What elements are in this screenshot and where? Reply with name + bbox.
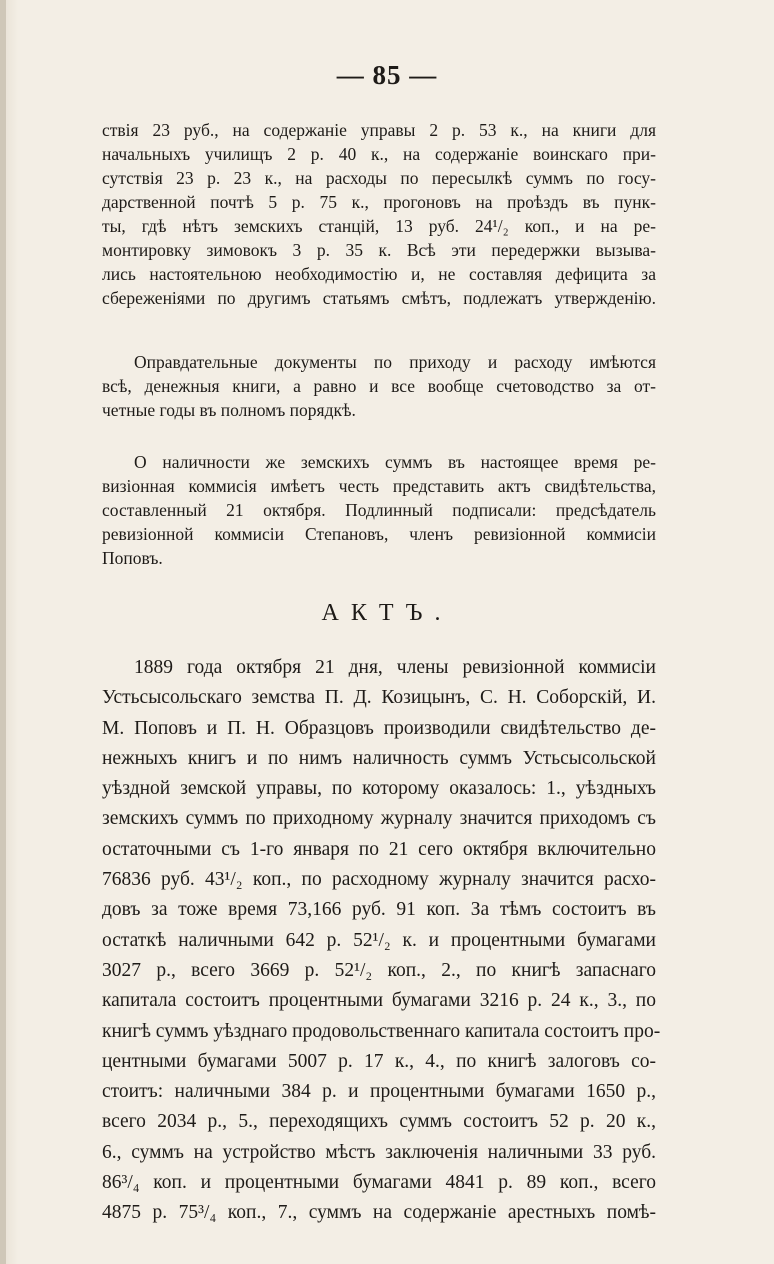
text-line: Оправдательные документы по приходу и расходу имѣются [134,352,656,372]
page-gutter [0,0,6,1264]
text-line: визіонная коммисія имѣетъ честь представить актъ свидѣтельства, [102,476,656,496]
text-line: 1889 года октября 21 дня, члены ревизіонной коммисіи [134,657,656,678]
text-line: четные годы въ полномъ порядкѣ. [102,400,356,420]
text-line: ревизіонной коммисіи Степановъ, членъ ревизіонной коммисіи [102,524,656,544]
text-line: довъ за тоже время 73,166 руб. 91 коп. За тѣмъ состоитъ въ [102,899,656,921]
text-line: М. Поповъ и П. Н. Образцовъ производили свидѣтельство де- [102,717,656,739]
text-line: всѣ, денежныя книги, а равно и все вообще счетоводство за от- [102,376,656,396]
text-line: О наличности же земскихъ суммъ въ настоящее время ре- [134,452,656,472]
text-line: земскихъ суммъ по приходному журналу значится приходомъ съ [102,808,656,830]
text-line: 4875 р. 75³/₄ коп., 7., суммъ на содержаніе арестныхъ помѣ- [102,1202,656,1224]
paragraph-expenses [102,118,656,310]
text-line: капитала состоитъ процентными бумагами 3216 р. 24 к., 3., по [102,990,656,1012]
text-line: центными бумагами 5007 р. 17 к., 4., по книгѣ залоговъ со- [102,1050,656,1072]
text-line: 3027 р., всего 3669 р. 52¹/₂ коп., 2., по книгѣ запаснаго [102,959,656,981]
text-line: лись настоятельною необходимостію и, не составляя дефицита за [102,264,656,284]
text-line: составленный 21 октября. Подлинный подписали: предсѣдатель [102,500,656,520]
text-line: сбереженіями по другимъ статьямъ смѣтъ, подлежатъ утвержденію. [102,288,656,308]
text-line: 6., суммъ на устройство мѣстъ заключенія наличными 33 руб. [102,1141,656,1163]
text-line: нежныхъ книгъ и по нимъ наличность суммъ Устьсысольской [102,747,656,769]
text-line: остаткѣ наличными 642 р. 52¹/₂ к. и процентными бумагами [102,929,656,951]
text-line: книгѣ суммъ уѣзднаго продовольственнаго капитала состоитъ про- [102,1020,661,1042]
paragraph-cash [102,450,656,570]
text-line: Устьсысольскаго земства П. Д. Козицынъ, С. Н. Соборскій, И. [102,687,656,709]
text-line: 76836 руб. 43¹/₂ коп., по расходному журналу значится расхо- [102,869,656,891]
page-number: — 85 — [336,60,438,90]
text-line: уѣздной земской управы, по которому оказалось: 1., уѣздныхъ [102,778,656,800]
paragraph-documents [102,350,656,422]
text-line: стоитъ: наличными 384 р. и процентными бумагами 1650 р., [102,1081,656,1103]
text-line: ты, гдѣ нѣтъ земскихъ станцій, 13 руб. 24¹/₂ коп., и на ре- [102,216,656,236]
text-line: монтировку зимовокъ 3 р. 35 к. Всѣ эти передержки вызыва- [102,240,656,260]
text-line: дарственной почтѣ 5 р. 75 к., прогоновъ на проѣздъ въ пунк- [102,192,656,212]
act-heading: АКТЪ. [321,600,453,626]
text-line: начальныхъ училищъ 2 р. 40 к., на содержаніе воинскаго при- [102,144,656,164]
text-line: сутствія 23 р. 23 к., на расходы по пересылкѣ суммъ по госу- [102,168,656,188]
text-line: всего 2034 р., 5., переходящихъ суммъ состоитъ 52 р. 20 к., [102,1111,656,1133]
text-line: ствія 23 руб., на содержаніе управы 2 р. 53 к., на книги для [102,120,656,140]
text-line: остаточными съ 1-го января по 21 сего октября включительно [102,838,656,860]
text-line: 86³/₄ коп. и процентными бумагами 4841 р. 89 коп., всего [102,1172,656,1194]
text-line: Поповъ. [102,548,163,568]
act-body [102,653,661,1229]
